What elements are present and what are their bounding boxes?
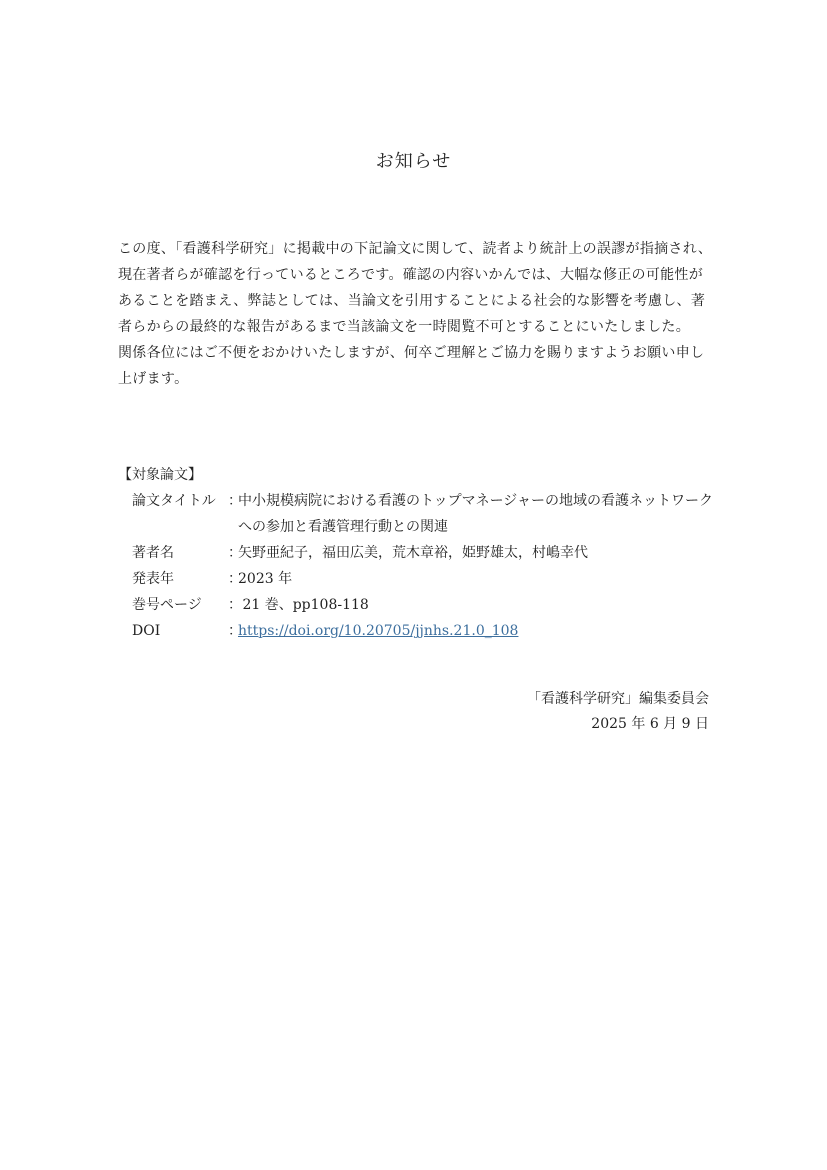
target-paper-heading: 【対象論文】 bbox=[118, 467, 202, 483]
doi-link[interactable]: https://doi.org/10.20705/jjnhs.21.0_108 bbox=[238, 623, 519, 639]
paper-title: 中小規模病院における看護のトップマネージャーの地域の看護ネットワークへの参加と看護管理行動との関連 bbox=[238, 493, 714, 535]
detail-separator: ： bbox=[228, 597, 242, 613]
detail-row-title bbox=[132, 488, 722, 540]
paper-authors: 矢野亜紀子，福田広美，荒木章裕，姫野雄太，村嶋幸代 bbox=[238, 545, 588, 561]
detail-label: 著者名 bbox=[132, 545, 174, 561]
detail-row-year bbox=[132, 566, 722, 592]
notice-date: 2025 年 6 月 9 日 bbox=[591, 716, 709, 732]
notice-title: お知らせ bbox=[375, 151, 452, 172]
detail-separator: ： bbox=[228, 623, 242, 639]
signature-block bbox=[527, 687, 709, 737]
paper-volume-pages: 21 巻、pp108-118 bbox=[238, 597, 369, 613]
detail-label: 発表年 bbox=[132, 571, 174, 587]
detail-row-doi bbox=[132, 618, 722, 644]
notice-paragraph: この度、「看護科学研究」に掲載中の下記論文に関して、読者より統計上の誤謬が指摘され、現在著者らが確認を行っているところです。確認の内容いかんでは、大幅な修正の可能性があることを踏まえ、弊誌としては、当論文を引用することによる社会的な影響を考慮し、著者らからの最終的な報告があるまで当該論文を一時閲覧不可とすることにいたしました。 bbox=[118, 241, 713, 335]
detail-separator: ： bbox=[228, 571, 242, 587]
doi-value bbox=[238, 618, 722, 644]
paper-year: 2023 年 bbox=[238, 571, 293, 587]
detail-label: DOI bbox=[132, 623, 161, 639]
detail-label: 論文タイトル bbox=[132, 493, 216, 509]
editorial-committee: 「看護科学研究」編集委員会 bbox=[527, 691, 709, 707]
detail-separator: ： bbox=[228, 545, 242, 561]
notice-body bbox=[118, 236, 714, 392]
detail-label: 巻号ページ bbox=[132, 597, 202, 613]
detail-row-authors bbox=[132, 540, 722, 566]
detail-separator: ： bbox=[228, 493, 242, 509]
detail-row-volume-pages bbox=[132, 592, 722, 618]
target-paper-details bbox=[132, 488, 722, 644]
notice-paragraph: 関係各位にはご不便をおかけいたしますが、何卒ご理解とご協力を賜りますようお願い申し上げます。 bbox=[118, 345, 705, 387]
